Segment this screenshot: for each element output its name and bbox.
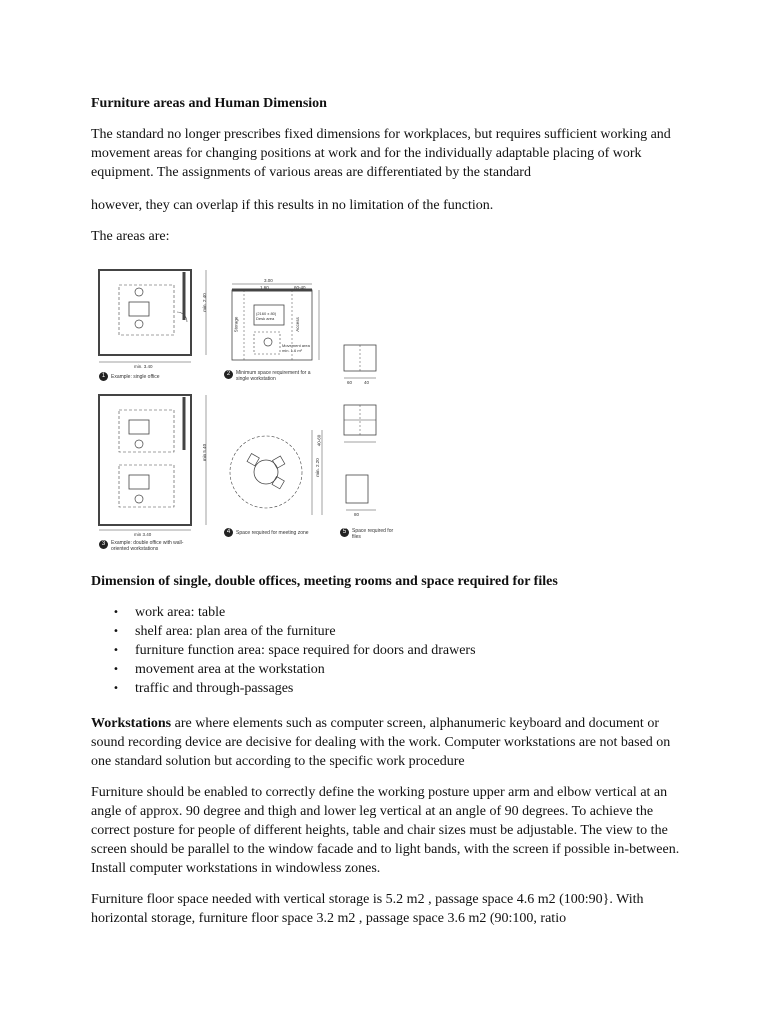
workstations-term: Workstations — [91, 716, 172, 731]
list-item: • furniture function area: space required for doors and drawers — [135, 641, 691, 660]
dim-min540: min 5.40 — [202, 443, 208, 462]
dim-min240: min. 2.40 — [201, 293, 207, 312]
dim-access: Access — [294, 317, 300, 332]
figure-subheading: Dimension of single, double offices, meeting rooms and space required for files — [91, 574, 558, 589]
list-item: • traffic and through-passages — [135, 679, 691, 698]
figure-caption-2: Minimum space requirement for a single workstation — [236, 370, 311, 382]
office-plans-drawing — [94, 260, 404, 550]
list-item: • movement area at the workstation — [135, 660, 691, 679]
dim-meeting-4060: 40-60 — [316, 434, 322, 447]
workstations-paragraph — [91, 714, 691, 771]
list-item: • shelf area: plan area of the furniture — [135, 622, 691, 641]
figure-number-4: 4 — [224, 528, 233, 537]
figure-number-1: 1 — [99, 372, 108, 381]
dim-files-60: 60 — [347, 380, 353, 385]
figure-number-3: 3 — [99, 540, 108, 549]
figure-number-2: 2 — [224, 370, 233, 379]
figure-caption-3: Example: double office with wall-oriented workstations — [111, 540, 184, 552]
intro-paragraph: The standard no longer prescribes fixed dimensions for workplaces, but requires sufficient working and movement areas for changing positions at work and for the individually adaptable placing of work equipment. The assignments of various areas are differentiated by the standard — [91, 127, 671, 180]
figure-number-5: 5 — [340, 528, 349, 537]
dim-storage: Storage — [233, 316, 239, 333]
dim-300: 3.00 — [264, 278, 273, 283]
page-title: Furniture areas and Human Dimension — [91, 96, 327, 111]
overlap-paragraph: however, they can overlap if this results in no limitation of the function. — [91, 198, 494, 213]
dim-files-80: 80 — [354, 512, 360, 517]
dim-desk-area: (2160 x 80) Desk area — [256, 311, 277, 321]
plan3-walls — [99, 395, 191, 525]
figure-caption-1: Example: single office — [111, 374, 160, 380]
dim-files-40: 40 — [364, 380, 370, 385]
dim-min340: min. 3.40 — [134, 364, 153, 369]
floor-space-paragraph: Furniture floor space needed with vertical storage is 5.2 m2 , passage space 4.6 m2 (100:90}. With horizontal storage, furniture floor space 3.2 m2 , passage space 3.6 m2 (90:100, ratio — [91, 892, 644, 926]
workstations-text: are where elements such as computer screen, alphanumeric keyboard and document or sound recording device are decisive for dealing with the work. Computer workstations are not based on one standard solution but according to the specific work procedure — [91, 716, 671, 769]
document-page — [91, 94, 691, 940]
dim-6040: 60-40 — [294, 285, 306, 290]
areas-list — [91, 603, 691, 698]
dim-meeting-220: min. 2.20 — [314, 458, 320, 477]
dim-min340b: min 3.40 — [134, 532, 152, 537]
office-layout-figure — [94, 260, 404, 550]
meeting-zone — [230, 436, 302, 508]
areas-intro: The areas are: — [91, 229, 170, 244]
posture-paragraph: Furniture should be enabled to correctly define the working posture upper arm and elbow vertical at an angle of approx. 90 degree and thigh and lower leg vertical at an angle of 90 degrees. To achieve the correct posture for people of different heights, table and chair sizes must be adjustable. The view to the screen should be parallel to the window facade and to light bands, with the screen if possible in-between. Install computer workstations in windowless zones. — [91, 785, 680, 876]
dim-movement-area: Movement area min. 1.6 m² — [282, 343, 310, 353]
list-item: • work area: table — [135, 603, 691, 622]
dim-160: 1.60 — [260, 285, 269, 290]
figure-caption-5: Space required for files — [352, 528, 394, 540]
plan1-walls — [99, 270, 191, 355]
figure-caption-4: Space required for meeting zone — [236, 530, 309, 536]
